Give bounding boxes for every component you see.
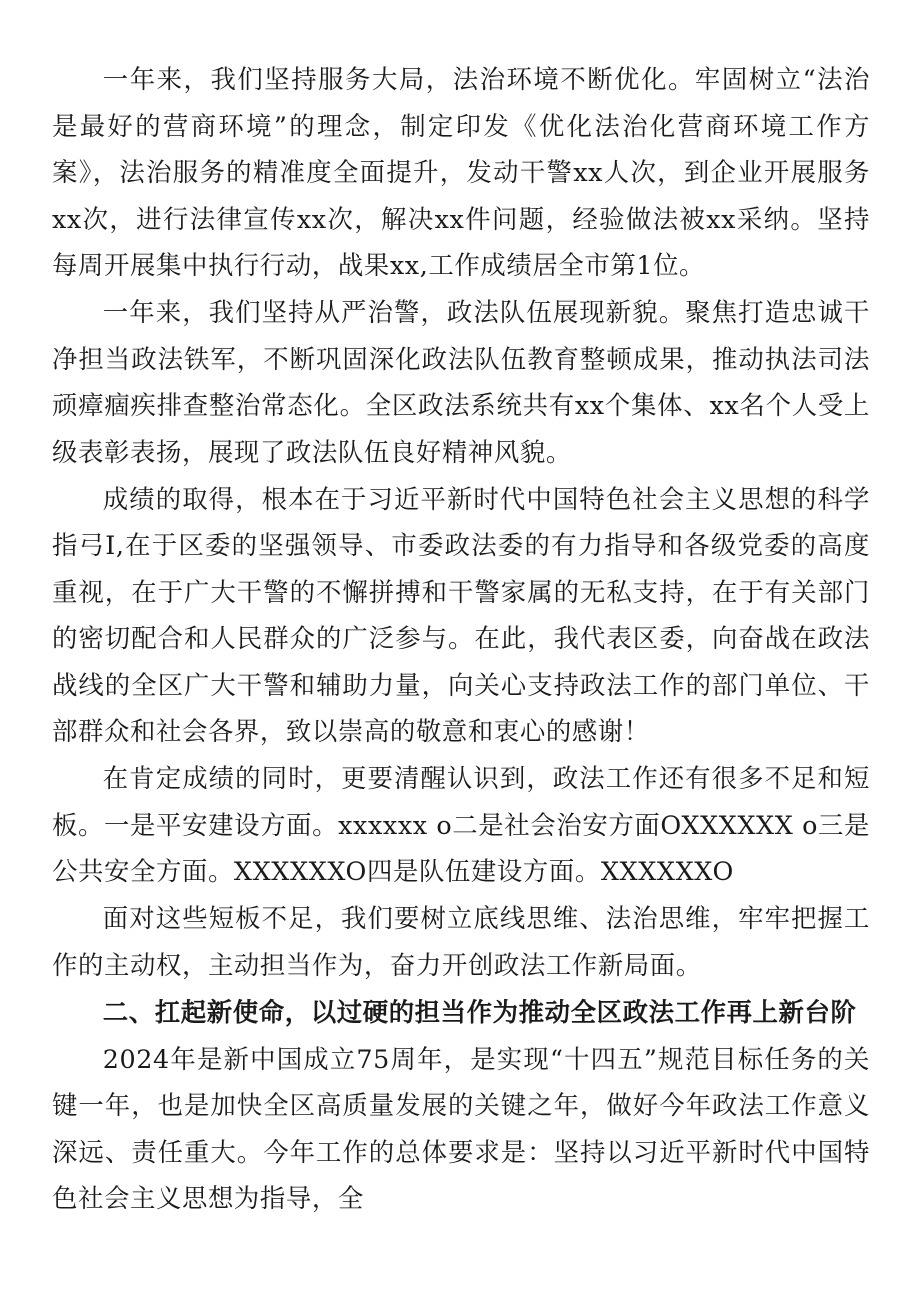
paragraph-shortcomings: 在肯定成绩的同时，更要清醒认识到，政法工作还有很多不足和短板。一是平安建设方面。xxxxxx o二是社会治安方面OXXXXXX o三是公共安全方面。XXXXXXO四是队伍建设方面。XXXXXXO (52, 763, 870, 886)
paragraph-achievements-acknowledgement: 成绩的取得，根本在于习近平新时代中国特色社会主义思想的科学指弓I,在于区委的坚强领导、市委政法委的有力指导和各级党委的高度重视，在于广大干警的不懈拼搏和干警家属的无私支持，在于有关部门的密切配合和人民群众的广泛参与。在此，我代表区委，向奋战在政法战线的全区广大干警和辅助力量，向关心支持政法工作的部门单位、干部群众和社会各界，致以崇高的敬意和衷心的感谢！ (52, 483, 870, 746)
paragraph-rule-of-law-environment: 一年来，我们坚持服务大局，法治环境不断优化。牢固树立“法治是最好的营商环境”的理念，制定印发《优化法治化营商环境工作方案》，法治服务的精准度全面提升，发动干警xx人次，到企业开展服务xx次，进行法律宣传xx次，解决xx件问题，经验做法被xx采纳。坚持每周开展集中执行行动，战果xx,工作成绩居全市第1位。 (52, 64, 870, 280)
section-heading: 二、扛起新使命，以过硬的担当作为推动全区政法工作再上新台阶 (102, 996, 857, 1027)
paragraph-facing-shortcomings: 面对这些短板不足，我们要树立底线思维、法治思维，牢牢把握工作的主动权，主动担当作为，奋力开创政法工作新局面。 (52, 903, 870, 980)
document-page (52, 56, 870, 1222)
paragraph-2024-requirements: 2024年是新中国成立75周年，是实现“十四五”规范目标任务的关键一年，也是加快全区高质量发展的关键之年，做好今年政法工作意义深远、责任重大。今年工作的总体要求是：坚持以习近平新时代中国特色社会主义思想为指导，全 (52, 1043, 870, 1213)
paragraph-team-building: 一年来，我们坚持从严治警，政法队伍展现新貌。聚焦打造忠诚干净担当政法铁军，不断巩固深化政法队伍教育整顿成果，推动执法司法顽瘴痼疾排查整治常态化。全区政法系统共有xx个集体、xx名个人受上级表彰表扬，展现了政法队伍良好精神风貌。 (52, 297, 870, 467)
